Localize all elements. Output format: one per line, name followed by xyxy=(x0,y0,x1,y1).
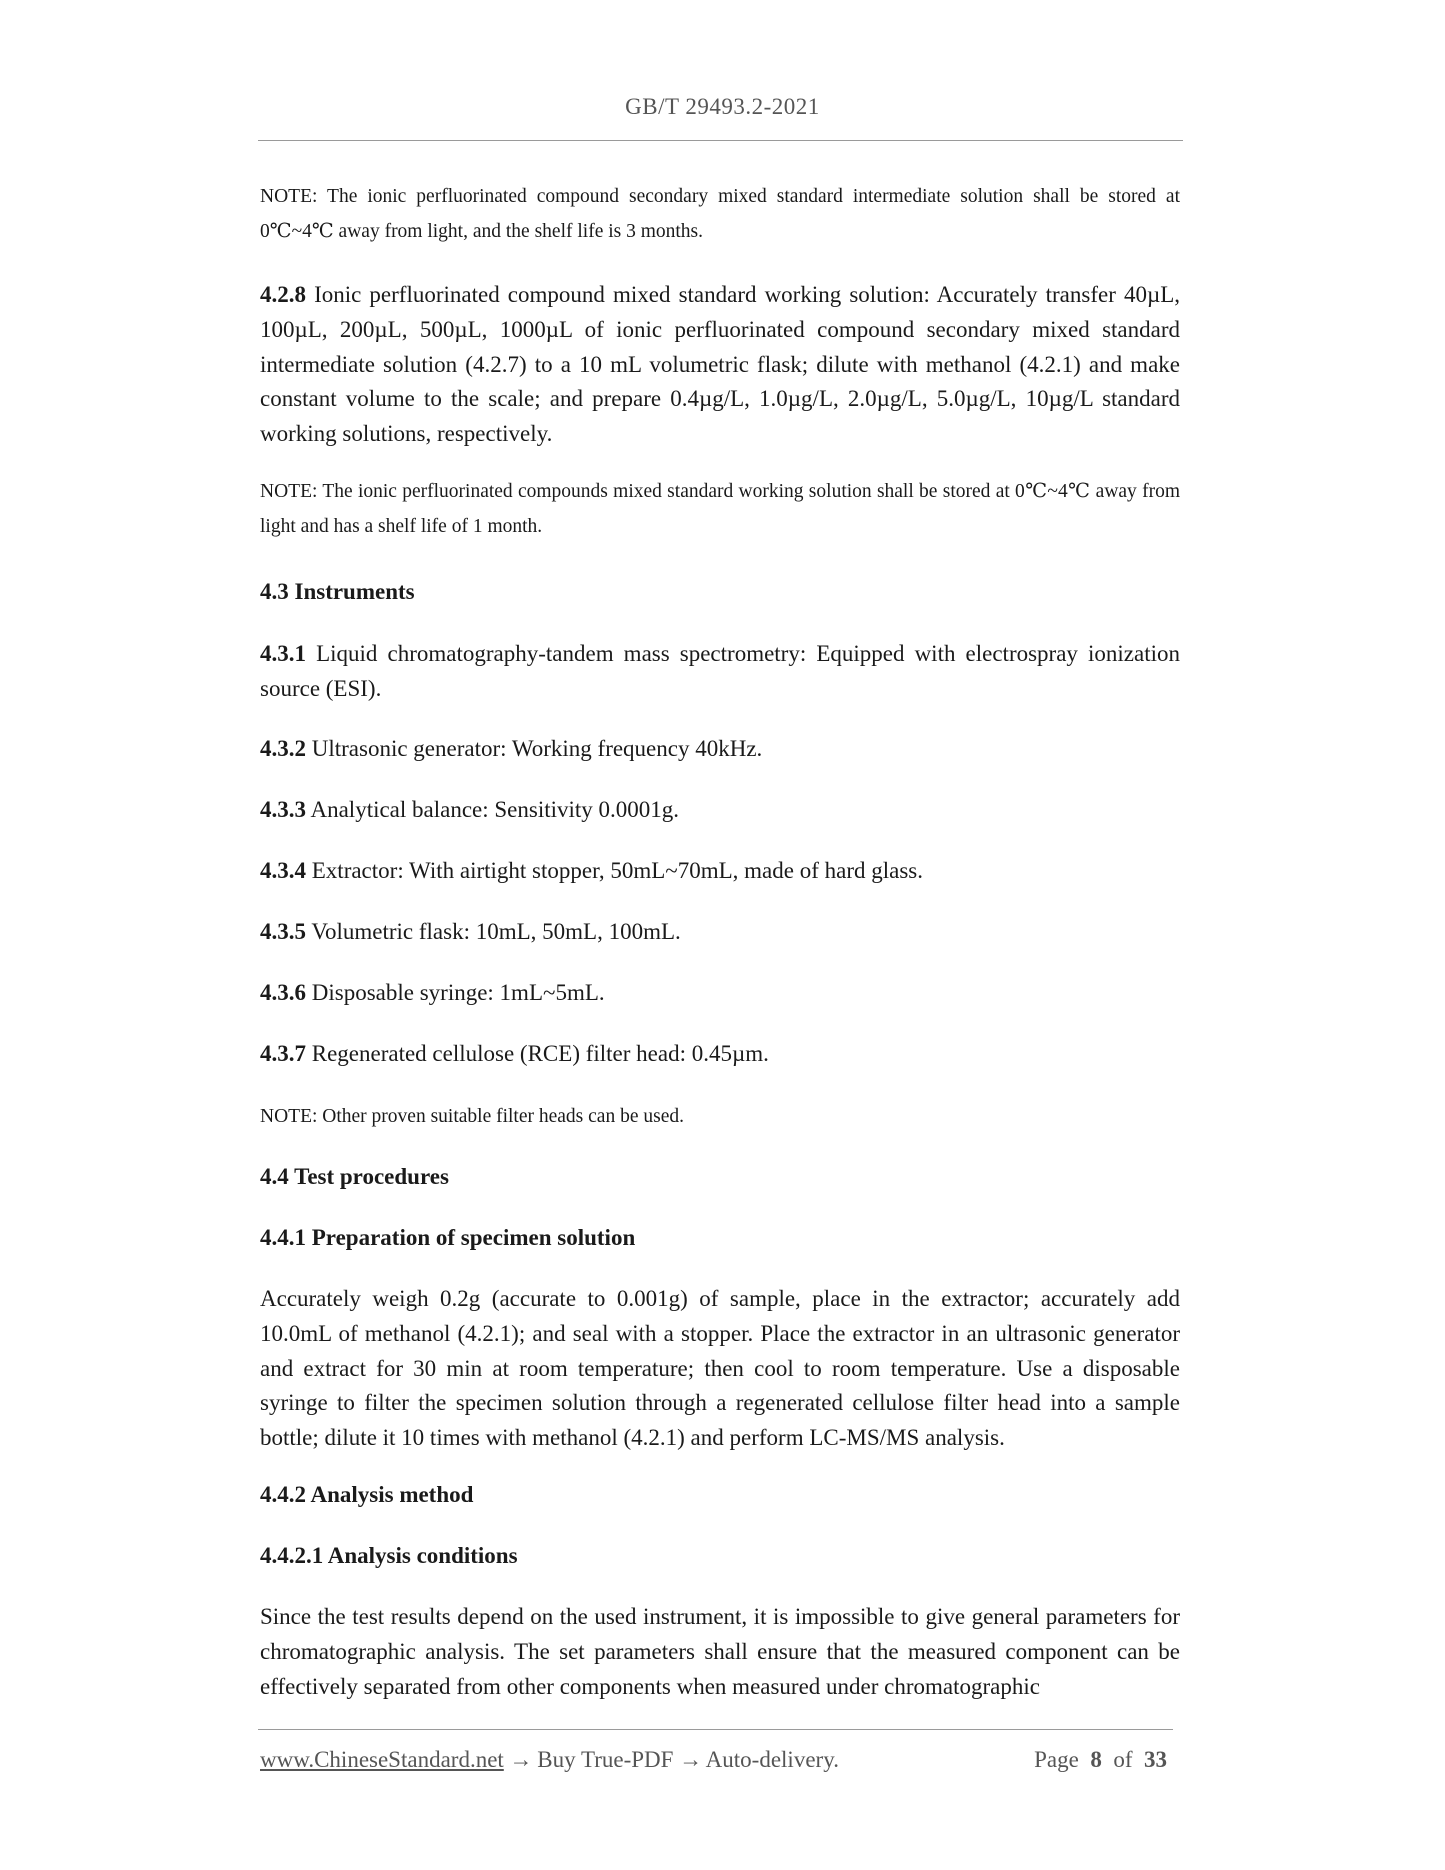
clause-text: Liquid chromatography-tandem mass spectrometry: Equipped with electrospray ionization source (ESI). xyxy=(260,641,1180,701)
page-indicator xyxy=(1034,1747,1167,1773)
of-label: of xyxy=(1113,1747,1133,1772)
clause-number: 4.3.2 xyxy=(260,736,306,761)
clause-number: 4.3.7 xyxy=(260,1041,306,1066)
clause-text: Ionic perfluorinated compound mixed standard working solution: Accurately transfer 40µL, 100µL, 200µL, 500µL, 1000µL of ionic perfluorinated compound secondary mixed standard intermediate solution (4.2.7) to a 10 mL volumetric flask; dilute with methanol (4.2.1) and make constant volume to the scale; and prepare 0.4µg/L, 1.0µg/L, 2.0µg/L, 5.0µg/L, 10µg/L standard working solutions, respectively. xyxy=(260,282,1180,447)
page-header-standard-code: GB/T 29493.2-2021 xyxy=(625,94,820,119)
heading-4-3: 4.3 Instruments xyxy=(260,579,415,604)
note-filter-heads: NOTE: Other proven suitable filter heads can be used. xyxy=(260,1106,684,1127)
clause-4-2-8 xyxy=(260,278,1180,452)
clause-4-3-1 xyxy=(260,637,1180,707)
page-number: 8 xyxy=(1090,1747,1102,1772)
right-arrow-icon: → xyxy=(679,1747,703,1772)
clause-number: 4.3.1 xyxy=(260,641,306,666)
clause-text: Ultrasonic generator: Working frequency 40kHz. xyxy=(306,736,763,761)
clause-4-3-3 xyxy=(260,793,1180,828)
clause-4-3-5 xyxy=(260,915,1180,950)
clause-number: 4.2.8 xyxy=(260,282,306,307)
heading-4-4: 4.4 Test procedures xyxy=(260,1164,449,1189)
paragraph-4-4-2-1: Since the test results depend on the used instrument, it is impossible to give general parameters for chromatographic analysis. The set parameters shall ensure that the measured component can be effectively separated from other components when measured under chromatographic xyxy=(260,1604,1180,1699)
page-total: 33 xyxy=(1144,1747,1167,1772)
auto-delivery-text: Auto-delivery. xyxy=(705,1747,839,1772)
clause-text: Analytical balance: Sensitivity 0.0001g. xyxy=(306,797,680,822)
clause-number: 4.3.5 xyxy=(260,919,306,944)
page-footer xyxy=(260,1747,1175,1779)
right-arrow-icon: → xyxy=(509,1747,533,1772)
note-working-solution: NOTE: The ionic perfluorinated compounds mixed standard working solution shall be stored at 0℃~4℃ away from light and has a shelf life of 1 month. xyxy=(260,481,1180,537)
note-intermediate-solution: NOTE: The ionic perfluorinated compound secondary mixed standard intermediate solution shall be stored at 0℃~4℃ away from light, and the shelf life is 3 months. xyxy=(260,186,1180,242)
footer-divider xyxy=(258,1729,1173,1730)
heading-4-4-2-1: 4.4.2.1 Analysis conditions xyxy=(260,1543,518,1568)
buy-pdf-text: Buy True-PDF xyxy=(537,1747,674,1772)
clause-4-3-4 xyxy=(260,854,1180,889)
paragraph-4-4-1: Accurately weigh 0.2g (accurate to 0.001g) of sample, place in the extractor; accurately add 10.0mL of methanol (4.2.1); and seal with a stopper. Place the extractor in an ultrasonic generator and extract for 30 min at room temperature; then cool to room temperature. Use a disposable syringe to filter the specimen solution through a regenerated cellulose filter head into a sample bottle; dilute it 10 times with methanol (4.2.1) and perform LC-MS/MS analysis. xyxy=(260,1286,1180,1451)
clause-number: 4.3.3 xyxy=(260,797,306,822)
website-link[interactable]: www.ChineseStandard.net xyxy=(260,1747,504,1772)
clause-4-3-2 xyxy=(260,732,1180,767)
heading-4-4-1: 4.4.1 Preparation of specimen solution xyxy=(260,1225,636,1250)
clause-number: 4.3.6 xyxy=(260,980,306,1005)
heading-4-4-2: 4.4.2 Analysis method xyxy=(260,1482,474,1507)
clause-number: 4.3.4 xyxy=(260,858,306,883)
clause-text: Extractor: With airtight stopper, 50mL~70mL, made of hard glass. xyxy=(306,858,923,883)
header-divider xyxy=(258,140,1183,141)
footer-promo xyxy=(260,1747,839,1773)
clause-text: Regenerated cellulose (RCE) filter head: 0.45µm. xyxy=(306,1041,769,1066)
clause-4-3-7 xyxy=(260,1037,1180,1072)
clause-4-3-6 xyxy=(260,976,1180,1011)
clause-text: Volumetric flask: 10mL, 50mL, 100mL. xyxy=(306,919,681,944)
clause-text: Disposable syringe: 1mL~5mL. xyxy=(306,980,605,1005)
page-label: Page xyxy=(1034,1747,1079,1772)
